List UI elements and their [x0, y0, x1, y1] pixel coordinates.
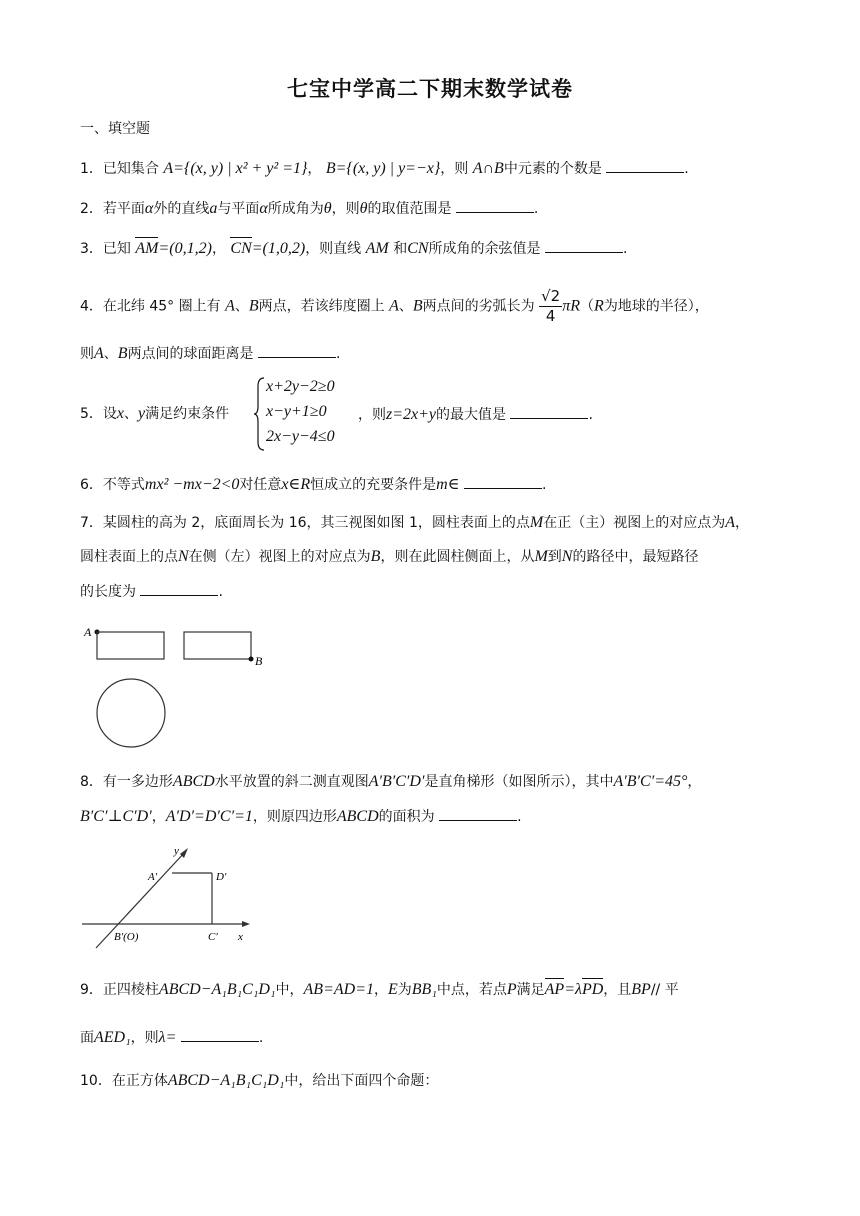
- question-5: 5．设x、y满足约束条件: [80, 405, 230, 422]
- intersection-expression: A∩B: [472, 160, 504, 177]
- axis-label-x: x: [238, 931, 243, 943]
- question-number: 5．: [80, 406, 103, 422]
- side-view-rect: [184, 632, 251, 659]
- answer-blank[interactable]: [606, 158, 684, 173]
- vector-cn: CN: [230, 240, 252, 257]
- question-9-line-1: 9．正四棱柱ABCD−A₁B₁C₁D₁中，AB=AD=1，E为BB₁中点，若点P满足AP=λPD，且BP// 平: [80, 981, 679, 998]
- oblique-drawing-figure: [80, 840, 260, 952]
- answer-blank[interactable]: [456, 198, 534, 213]
- set-b-expression: B={(x, y) | y=−x}: [325, 160, 441, 177]
- vector-am: AM: [135, 240, 159, 257]
- question-7-line-2: 圆柱表面上的点N在侧（左）视图上的对应点为B，则在此圆柱侧面上，从M到N的路径中，最短路径: [80, 548, 699, 565]
- y-axis: [96, 852, 185, 948]
- question-number: 7．: [80, 515, 103, 531]
- question-1: 1．已知集合 A={(x, y) | x² + y² =1}， B={(x, y) | y=−x}，则 A∩B中元素的个数是 .: [80, 160, 689, 177]
- three-view-figure: [80, 620, 280, 750]
- top-view-circle: [97, 679, 165, 747]
- set-a-expression: A={(x, y) | x² + y² =1}: [163, 160, 308, 177]
- question-7-line-1: 7．某圆柱的高为 2，底面周长为 16，其三视图如图 1，圆柱表面上的点M在正（主）视图上的对应点为A，: [80, 514, 750, 531]
- question-number: 3．: [80, 241, 103, 257]
- vertex-label-d: D′: [216, 871, 227, 883]
- answer-blank[interactable]: [181, 1027, 259, 1042]
- vector-ap: AP: [544, 981, 565, 998]
- question-8-line-2: B′C′⊥C′D′，A′D′=D′C′=1，则原四边形ABCD的面积为 .: [80, 808, 522, 825]
- front-view-rect: [97, 632, 164, 659]
- axis-label-y: y: [174, 845, 179, 857]
- question-9-line-2: 面AED₁，则λ= .: [80, 1029, 264, 1046]
- question-4-line-2: 则A、B两点间的球面距离是 .: [80, 345, 341, 362]
- question-6: 6．不等式mx² −mx−2<0对任意x∈R恒成立的充要条件是m∈ .: [80, 476, 547, 493]
- question-number: 10．: [80, 1073, 112, 1089]
- question-5-tail: ，则z=2x+y的最大值是 .: [358, 406, 593, 423]
- answer-blank[interactable]: [258, 343, 336, 358]
- question-number: 1．: [80, 161, 103, 177]
- question-number: 6．: [80, 477, 103, 493]
- answer-blank[interactable]: [545, 238, 623, 253]
- question-number: 4．: [80, 298, 103, 315]
- question-8-line-1: 8．有一多边形ABCD水平放置的斜二测直观图A′B′C′D′是直角梯形（如图所示），其中A′B′C′=45°，: [80, 773, 702, 790]
- point-b-marker: [249, 657, 254, 662]
- vector-pd: PD: [581, 981, 604, 998]
- figure-label-a: A: [84, 625, 92, 639]
- vertex-label-a: A′: [148, 871, 158, 883]
- constraint-2: x−y+1≥0: [266, 403, 327, 420]
- question-2: 2．若平面α外的直线a与平面α所成角为θ，则θ的取值范围是 .: [80, 200, 539, 217]
- question-7-line-3: 的长度为 .: [80, 581, 223, 602]
- question-number: 9．: [80, 982, 103, 998]
- arc-length-fraction: $\frac{√2}{4}$: [541, 287, 561, 325]
- figure-label-b: B: [255, 654, 263, 668]
- constraint-1: x+2y−2≥0: [266, 378, 335, 395]
- answer-blank[interactable]: [464, 474, 542, 489]
- x-axis-arrow-icon: [242, 921, 250, 927]
- question-3: 3．已知 AM=(0,1,2)， CN=(1,0,2)，则直线 AM 和CN所成角的余弦值是 .: [80, 240, 628, 257]
- question-10: 10．在正方体ABCD−A₁B₁C₁D₁中，给出下面四个命题：: [80, 1072, 439, 1089]
- answer-blank[interactable]: [140, 581, 218, 596]
- answer-blank[interactable]: [510, 404, 588, 419]
- brace-icon: [254, 376, 266, 452]
- question-number: 2．: [80, 201, 103, 217]
- vertex-label-b: B′(O): [114, 931, 139, 943]
- question-4-line-1: 4．在北纬 45° 圈上有 A、B两点，若该纬度圈上 A、B两点间的劣弧长为 $\frac{√2}{4}$ πR（R为地球的半径），: [80, 287, 709, 325]
- section-heading: 一、填空题: [80, 121, 150, 137]
- answer-blank[interactable]: [439, 806, 517, 821]
- vertex-label-c: C′: [208, 931, 218, 943]
- question-number: 8．: [80, 774, 103, 790]
- page-title: 七宝中学高二下期末数学试卷: [287, 77, 573, 101]
- constraint-3: 2x−y−4≤0: [266, 428, 335, 445]
